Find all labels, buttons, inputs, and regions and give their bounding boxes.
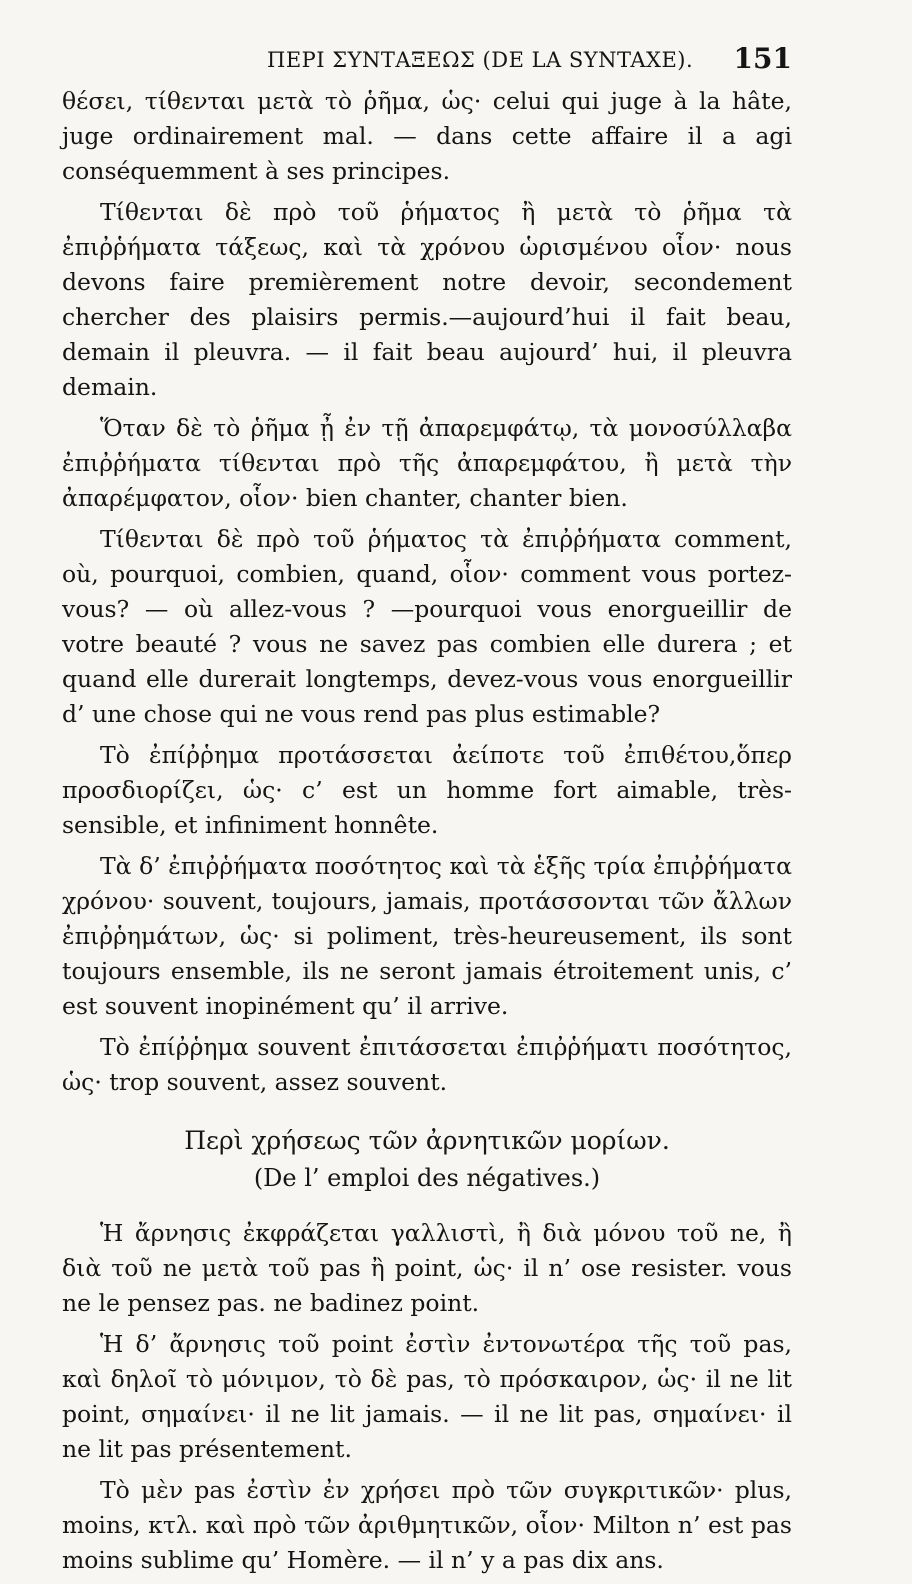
- section-subtitle: (De l’ emploi des négatives.): [253, 1164, 601, 1192]
- body-text: [62, 84, 792, 1578]
- paragraph: θέσει, τίθενται μετὰ τὸ ῥῆμα, ὡς· celui qui juge à la hâte, juge ordinairement mal. — dans cette affaire il a agi conséquemment à ses principes.: [62, 87, 792, 185]
- page-number: 151: [733, 42, 792, 75]
- paragraph: Ἡ ἄρνησις ἐκφράζεται γαλλιστὶ, ἢ διὰ μόνου τοῦ ne, ἢ διὰ τοῦ ne μετὰ τοῦ pas ἢ point, ὡς· il n’ ose resister. vous ne le pensez pas. ne badinez point.: [62, 1219, 792, 1317]
- book-page: [62, 40, 792, 1584]
- section-title: Περὶ χρήσεως τῶν ἀρνητικῶν μορίων.: [184, 1126, 670, 1155]
- paragraph: Τίθενται δὲ πρὸ τοῦ ῥήματος τὰ ἐπιῤῥήματα comment, où, pourquoi, combien, quand, οἷον· comment vous portez-vous? — où allez-vous ? —pourquoi vous enorgueillir de votre beauté ? vous ne savez pas combien elle durera ; et quand elle durerait longtemps, devez-vous vous enorgueillir d’ une chose qui ne vous rend pas plus estimable?: [62, 525, 792, 728]
- paragraph: Ἡ δ’ ἄρνησις τοῦ point ἐστὶν ἐντονωτέρα τῆς τοῦ pas, καὶ δηλοῖ τὸ μόνιμον, τὸ δὲ pas, τὸ πρόσκαιρον, ὡς· il ne lit point, σημαίνει· il ne lit jamais. — il ne lit pas, σημαίνει· il ne lit pas présentement.: [62, 1330, 792, 1463]
- page-header: [62, 40, 792, 84]
- paragraph: Τὸ ἐπίῤῥημα souvent ἐπιτάσσεται ἐπιῤῥήματι ποσότητος, ὡς· trop souvent, assez souvent.: [62, 1033, 792, 1096]
- paragraph: Τὸ μὲν pas ἐστὶν ἐν χρήσει πρὸ τῶν συγκριτικῶν· plus, moins, κτλ. καὶ πρὸ τῶν ἀριθμητικῶν, οἷον· Milton n’ est pas moins sublime qu’ Homère. — il n’ y a pas dix ans.: [62, 1476, 792, 1574]
- paragraph: Τίθενται δὲ πρὸ τοῦ ῥήματος ἢ μετὰ τὸ ῥῆμα τὰ ἐπιῤῥήματα τάξεως, καὶ τὰ χρόνου ὡρισμένου οἷον· nous devons faire premièrement notre devoir, secondement chercher des plaisirs permis.—aujourd’hui il fait beau, demain il pleuvra. — il fait beau aujourd’ hui, il pleuvra demain.: [62, 198, 792, 401]
- paragraph: Τὰ δ’ ἐπιῤῥήματα ποσότητος καὶ τὰ ἑξῆς τρία ἐπιῤῥήματα χρόνου· souvent, toujours, jamais, προτάσσονται τῶν ἄλλων ἐπιῤῥημάτων, ὡς· si poliment, très-heureusement, ils sont toujours ensemble, ils ne seront jamais étroitement unis, c’ est souvent inopinément qu’ il arrive.: [62, 852, 792, 1020]
- paragraph: Ὅταν δὲ τὸ ῥῆμα ᾖ ἐν τῇ ἀπαρεμφάτῳ, τὰ μονοσύλλαβα ἐπιῤῥήματα τίθενται πρὸ τῆς ἀπαρεμφάτου, ἢ μετὰ τὴν ἀπαρέμφατον, οἷον· bien chanter, chanter bien.: [62, 414, 792, 512]
- paragraph: Τὸ ἐπίῤῥημα προτάσσεται ἀείποτε τοῦ ἐπιθέτου,ὅπερ προσδιορίζει, ὡς· c’ est un homme fort aimable, très-sensible, et infiniment honnête.: [62, 741, 792, 839]
- running-head: ΠΕΡΙ ΣΥΝΤΑΞΕΩΣ (DE LA SYNTAXE).: [267, 48, 694, 72]
